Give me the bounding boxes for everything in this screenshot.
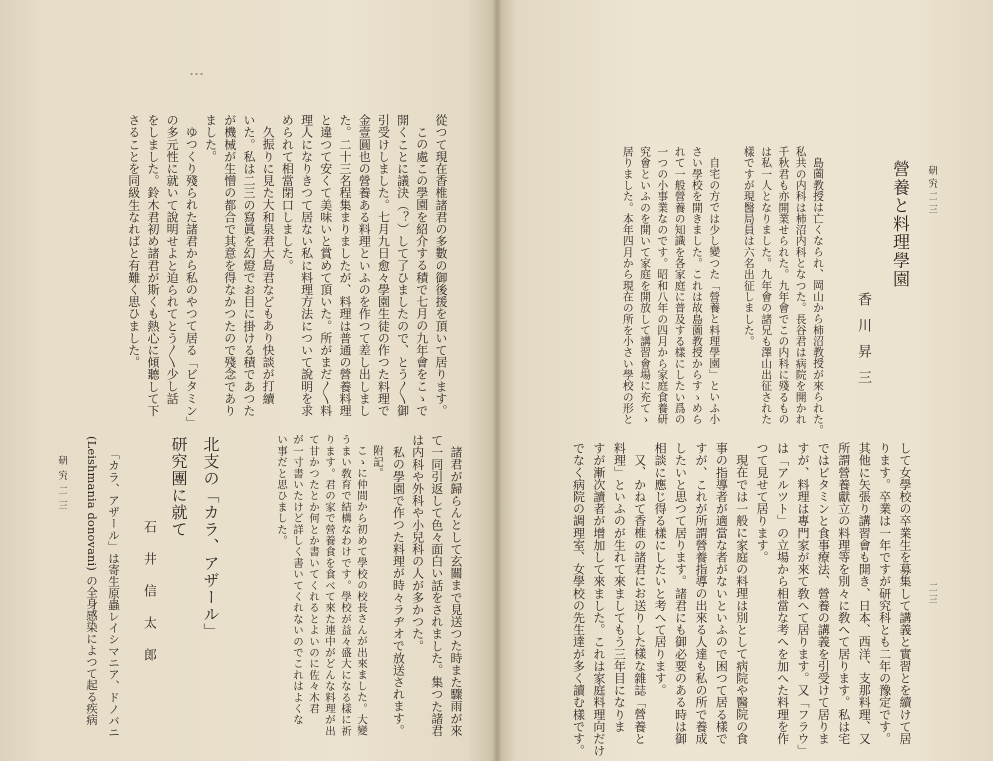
text-column: 樣ですが現醫局員は六名出征しました。 bbox=[742, 146, 756, 347]
text-column: 「カラ、アザール」は寄生原蟲レイシマニア、ドノバニ bbox=[107, 447, 121, 738]
text-column: は内科や外科や小兒科の人が多かつた。 bbox=[410, 434, 425, 652]
text-column: つて見せて居ります。 bbox=[755, 442, 770, 563]
text-column: 究會といふのを開いて家庭を開放して講習會場に充てゝ bbox=[639, 146, 653, 425]
text-column: こゝに仲間から初めて學校の校長さんが出來ました。大變 bbox=[356, 444, 368, 736]
page-number-text: 二三 bbox=[926, 582, 937, 606]
text-column: 千秋君も亦開業せられた。九年會でこの内科に殘るもの bbox=[777, 146, 791, 425]
text-column: 相談に應じ得る樣にしたいと考へて居ります。 bbox=[653, 442, 668, 697]
text-column: 自宅の方では少し變つた「營養と料理學園」といふ小 bbox=[708, 156, 722, 425]
decorative-dots bbox=[189, 72, 203, 76]
text-column: ります。卒業は一年ですが研究科とも二年の豫定です。 bbox=[877, 442, 892, 745]
text-column: 私の學園で作つた料理が時々ラヂオで放送されます。 bbox=[391, 446, 406, 737]
text-column: て一同引返して色々面白い話をされました。集つた諸君 bbox=[429, 434, 444, 737]
right-lower-text bbox=[568, 442, 915, 758]
article-title bbox=[162, 436, 226, 650]
text-column: すが漸次讀者が增加して來ました。これは家庭料理向だけ bbox=[591, 442, 606, 757]
text-column: ります。君の家で營養食を食べて來た連中がどんな料理が出 bbox=[324, 434, 336, 737]
appendix-note bbox=[274, 434, 386, 744]
text-column: 料理」といふのが生れて來ましてもう三年目になりま bbox=[612, 442, 627, 733]
text-column: 從つて現在香椎諸君の多數の御後援を頂いて居ります。 bbox=[434, 114, 448, 417]
text-column: が一寸書いたけど詳しく書いてくれないのでこれはよくな bbox=[292, 434, 304, 726]
text-column: して女學校の卒業生を募集して講義と實習とを續けて居 bbox=[898, 442, 912, 745]
text-column: をしました。鈴木君初め諸君が斯くも熱心に傾聽して下 bbox=[145, 114, 160, 417]
text-column: さることを同級生なればと有難く思ひました。 bbox=[126, 114, 141, 369]
running-head-right bbox=[925, 165, 937, 225]
text-column: 事の指導者が適當な者がないといふので困つて居る樣で bbox=[714, 442, 729, 745]
text-column: 私共の内科は柿沼内科となつた。長谷君は病院を開かれ bbox=[794, 146, 808, 425]
article-title-line2: 研究團に就て bbox=[169, 436, 188, 538]
text-column: すが、これが所謂營養指導の出來る人達も私の所で養成 bbox=[693, 442, 708, 745]
text-column: て甘かつたとか何とか書いてくれるとよいのに佐々木君 bbox=[308, 434, 320, 714]
text-column: すが、料理は專門家が來て敎へて居ります。又「フラウ」 bbox=[795, 442, 810, 757]
text-column: (Leishmania donovani) の全身感染によつて起る疾病 bbox=[85, 436, 99, 726]
text-column: 島薗教授は亡くなられ、岡山から柿沼教授が來られた。 bbox=[812, 156, 825, 436]
text-column: められて相當閉口しました。 bbox=[280, 114, 295, 272]
text-column: 現在では一般に家庭の料理は別として病院や醫院の食 bbox=[734, 454, 749, 745]
text-column: ゆつくり殘られた諸君から私のやつて居る「ビタミン」 bbox=[184, 126, 199, 429]
text-column: 所謂營養獻立の料理等を別々に敎へて居ります。私は宅 bbox=[836, 442, 851, 745]
text-column: ました。 bbox=[203, 114, 218, 163]
text-column: の多元性に就いて說明せよと迫られてとう〳〵少し話 bbox=[165, 114, 180, 405]
text-column: い事だと思ひました。 bbox=[276, 434, 288, 546]
text-column: いた。私は二三の寫眞を幻燈でお目に掛ける積であつた bbox=[241, 114, 256, 417]
text-column: したいと思つて居ります。諸君にも御必要のある時は御 bbox=[673, 442, 688, 745]
text-column: 其他に矢張り講習會も開き、日本、西洋、支那料理、又 bbox=[857, 442, 872, 745]
article-author bbox=[856, 292, 872, 400]
article-author bbox=[140, 520, 156, 685]
left-lower-text bbox=[388, 434, 465, 744]
right-upper-text bbox=[619, 146, 827, 438]
running-head-text: 研究二三 bbox=[926, 165, 937, 217]
article2-text bbox=[81, 436, 125, 746]
left-upper-text bbox=[124, 114, 450, 430]
text-column: 金壹圓也の營養ある料理といふのを作つて差し出しまし bbox=[357, 114, 372, 417]
running-head-text: 研究二三 bbox=[56, 455, 67, 515]
text-column: ではビタミンと食事療法、營養の講義を引受けて居りま bbox=[816, 442, 831, 745]
article-title bbox=[889, 160, 909, 292]
text-column: は「アルツト」の立場から相當な考へを加へた料理を作 bbox=[775, 442, 790, 745]
text-column: が機械が生憎の都合で其意を得なかつたので殘念であり bbox=[222, 114, 237, 417]
article-title-text: 營養と料理學園 bbox=[889, 160, 909, 289]
text-column: 久振りに見た大和泉君大島君などもあり快談が打續 bbox=[261, 126, 276, 405]
text-column: でなく病院の調理室、女學校の先生達が多く讀む樣です。 bbox=[571, 442, 586, 757]
text-column: た。二十三名程集まりましたが、料理は普通の營養料理 bbox=[337, 114, 352, 417]
text-column: 開くことに議決（？）して了ひましたので、とう〳〵御 bbox=[395, 114, 410, 417]
text-column: と違つて安くて美味いと賞めて頂いた。所がまだ〳〵料 bbox=[318, 114, 333, 417]
text-column: この處この學園を紹介する積で七月の九年會をこゝで bbox=[414, 126, 429, 417]
text-column: 引受けしました。七月九日愈々學園生徒の作つた料理で bbox=[376, 114, 391, 417]
text-column: 又、かねて香椎の諸君にお送りした樣な雜誌「營養と bbox=[632, 454, 647, 745]
article-author-text: 石井信太郎 bbox=[141, 520, 156, 680]
text-column: さい學校を開きました。これは故島薗教授からすゝめら bbox=[690, 146, 704, 425]
text-column: れて一般營養の知識を各家庭に普及する樣にしたい爲の bbox=[673, 146, 687, 425]
book-gutter bbox=[492, 0, 502, 761]
text-column: 理人になりきつて居ない私に料理方法について說明を求 bbox=[299, 114, 314, 417]
text-column: うまい敎育で結構なわけです。學校が益々盛大になる樣に祈 bbox=[340, 434, 352, 737]
text-column: は私一人となりました。九年會の諸兄も澤山出征された bbox=[760, 146, 774, 425]
running-head-left bbox=[55, 455, 67, 519]
text-column: 一つの小事業なのです。昭和八年の四月から家庭食養研 bbox=[656, 146, 670, 425]
page-number-right bbox=[925, 582, 937, 612]
text-column: 諸君が歸らんとして玄關まで見送つた時また驟雨が來 bbox=[449, 446, 463, 737]
article-author-text: 香川昇三 bbox=[856, 292, 872, 396]
text-column: 居りました。本年四月から現在の所を小さい學校の形と bbox=[621, 146, 635, 425]
article-title-line1: 北支の「カラ、アザール」 bbox=[201, 436, 220, 640]
note-label: 附記。 bbox=[372, 444, 384, 479]
